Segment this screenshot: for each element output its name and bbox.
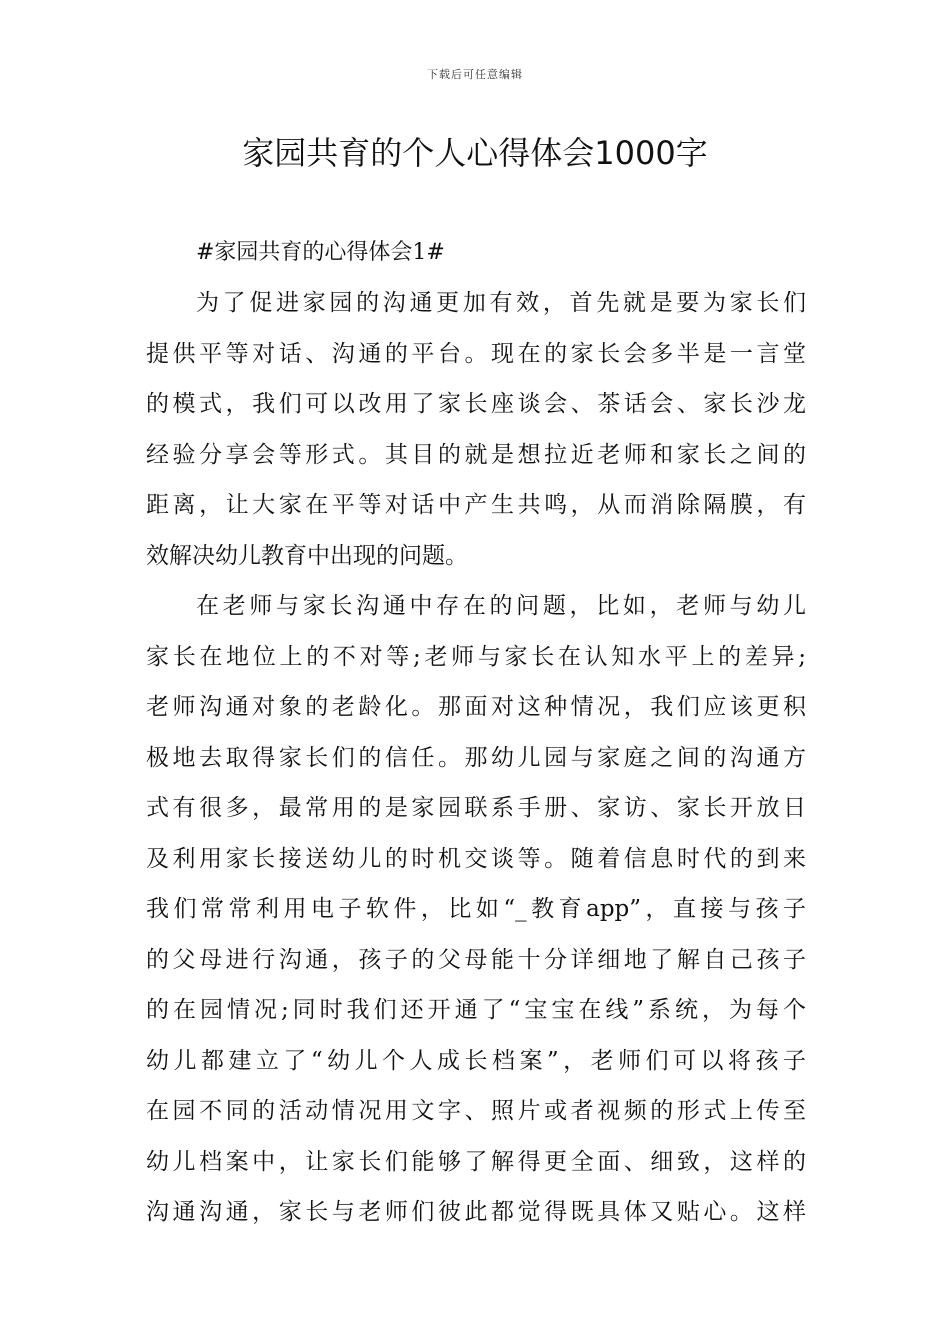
document-title: 家园共育的个人心得体会1000字 (242, 134, 708, 172)
paragraph-line: 沟通沟通，家长与老师们彼此都觉得既具体又贴心。这样 (146, 1199, 806, 1225)
paragraph-line: 的在园情况;同时我们还开通了“宝宝在线”系统，为每个 (146, 997, 806, 1023)
paragraph-line: 的模式，我们可以改用了家长座谈会、茶话会、家长沙龙 (146, 391, 806, 417)
paragraph-line: 及利用家长接送幼儿的时机交谈等。随着信息时代的到来 (146, 845, 806, 872)
header-note: 下载后可任意编辑 (427, 68, 523, 81)
paragraph-line: 距离，让大家在平等对话中产生共鸣，从而消除隔膜，有 (146, 492, 806, 518)
document-body (146, 228, 806, 1238)
paragraph-line: 在园不同的活动情况用文字、照片或者视频的形式上传至 (146, 1098, 806, 1124)
section-heading: #家园共育的心得体会1# (196, 240, 445, 265)
paragraph-2 (146, 581, 806, 1238)
paragraph-line: 我们常常利用电子软件，比如“_教育app”，直接与孩子 (146, 896, 806, 922)
paragraph-line: 极地去取得家长们的信任。那幼儿园与家庭之间的沟通方 (146, 744, 806, 771)
paragraph-line: 老师沟通对象的老龄化。那面对这种情况，我们应该更积 (146, 694, 806, 720)
paragraph-line: 幼儿档案中，让家长们能够了解得更全面、细致，这样的 (146, 1148, 806, 1175)
paragraph-line: 提供平等对话、沟通的平台。现在的家长会多半是一言堂 (146, 340, 806, 367)
paragraph-line: 经验分享会等形式。其目的就是想拉近老师和家长之间的 (146, 441, 806, 468)
paragraph-line: 的父母进行沟通，孩子的父母能十分详细地了解自己孩子 (146, 946, 806, 973)
paragraph-line: 幼儿都建立了“幼儿个人成长档案”，老师们可以将孩子 (146, 1047, 806, 1074)
paragraph-line: 式有很多，最常用的是家园联系手册、家访、家长开放日 (146, 795, 806, 821)
paragraph-line: 在老师与家长沟通中存在的问题，比如，老师与幼儿 (196, 593, 806, 619)
paragraph-line: 家长在地位上的不对等;老师与家长在认知水平上的差异; (146, 643, 806, 670)
paragraph-line: 效解决幼儿教育中出现的问题。 (146, 542, 468, 569)
paragraph-1 (146, 278, 806, 581)
paragraph-line: 为了促进家园的沟通更加有效，首先就是要为家长们 (196, 290, 806, 316)
